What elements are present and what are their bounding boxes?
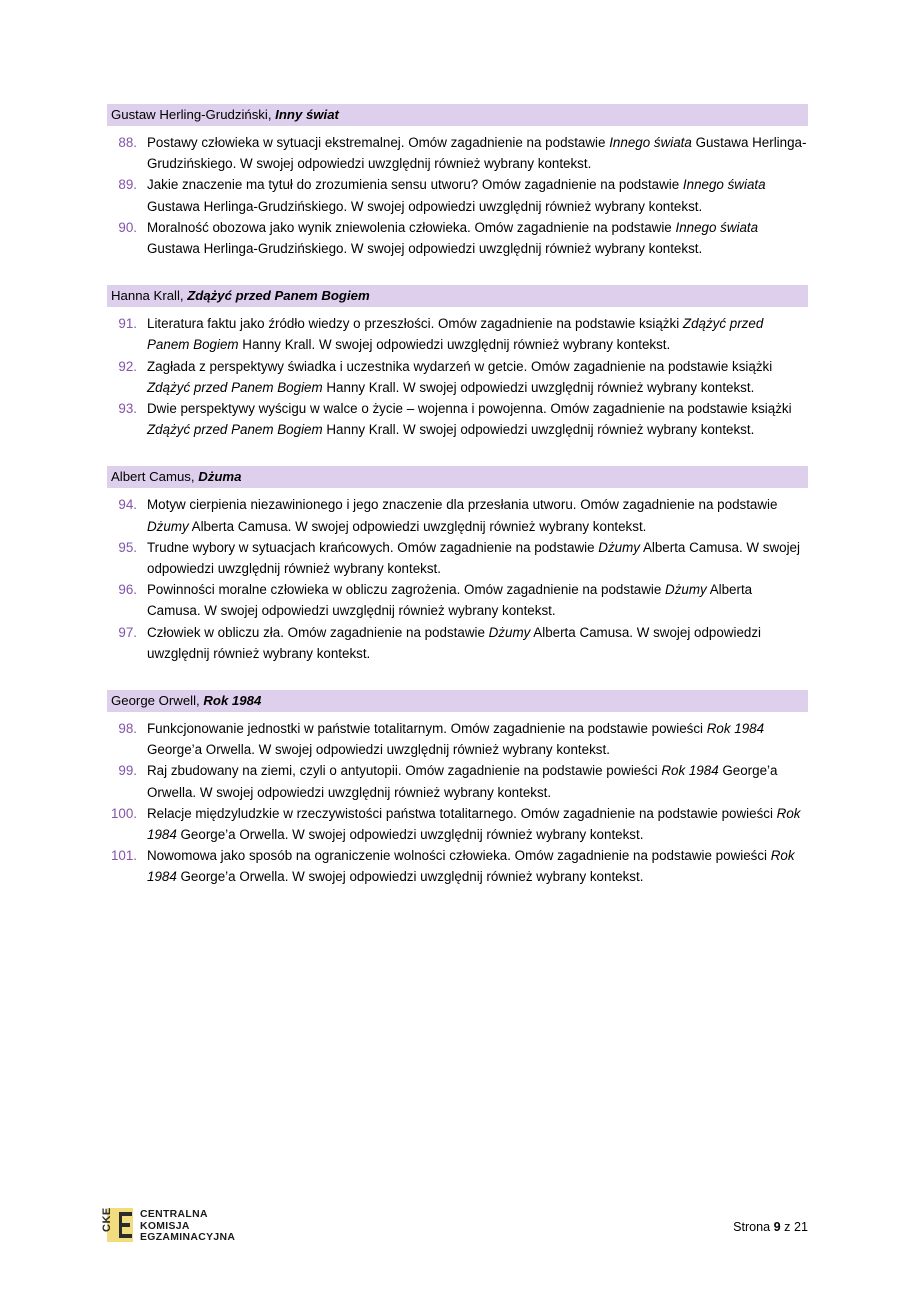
topic-item (107, 494, 808, 536)
page-footer (101, 1207, 808, 1256)
work-title-italic: Innego świata (682, 177, 766, 193)
section-heading-bar (107, 690, 808, 712)
topic-item-text (147, 579, 808, 621)
topic-item-number: 88. (118, 135, 137, 150)
work-title-italic: Rok 1984 (147, 805, 801, 843)
topic-text-run: Hanny Krall. W swojej odpowiedzi uwzględnij również wybrany kontekst. (322, 422, 755, 438)
topic-text-run: Nowomowa jako sposób na ograniczenie wolności człowieka. Omów zagadnienie na podstawie powieści (147, 848, 771, 864)
work-section (107, 466, 808, 664)
topic-text-run: George’a Orwella. W swojej odpowiedzi uwzględnij również wybrany kontekst. (176, 869, 644, 885)
topic-text-run: George’a Orwella. W swojej odpowiedzi uwzględnij również wybrany kontekst. (176, 827, 644, 843)
topic-text-run: Jakie znaczenie ma tytuł do zrozumienia sensu utworu? Omów zagadnienie na podstawie (147, 177, 683, 193)
topic-item-text (147, 132, 808, 174)
topic-item (107, 132, 808, 174)
topic-text-run: Gustawa Herlinga-Grudzińskiego. W swojej odpowiedzi uwzględnij również wybrany kontekst. (147, 241, 703, 257)
work-title-italic: Innego świata (675, 219, 759, 235)
topic-item-number: 95. (118, 539, 137, 555)
topic-item (107, 313, 808, 355)
section-author: George Orwell, (111, 693, 204, 709)
page-number-prefix: Strona (733, 1220, 774, 1234)
cke-logo-mark-icon (101, 1207, 133, 1242)
cke-logo-text-line1: CENTRALNA (140, 1209, 208, 1220)
topic-item-text (147, 760, 808, 802)
topic-item (107, 579, 808, 621)
topic-item (107, 537, 808, 579)
topic-item (107, 718, 808, 760)
topic-item-text (147, 217, 808, 259)
section-heading-bar (107, 285, 808, 307)
topic-item-number: 92. (118, 358, 137, 374)
topic-item-text (147, 718, 808, 760)
section-author: Albert Camus, (111, 469, 199, 485)
section-work-title: Rok 1984 (203, 693, 262, 709)
section-work-title: Dżuma (198, 469, 242, 485)
topic-item-text (147, 313, 808, 355)
topic-item-text (147, 622, 808, 664)
topic-text-run: Alberta Camusa. W swojej odpowiedzi uwzględnij również wybrany kontekst. (147, 624, 762, 661)
topic-item-number: 93. (118, 401, 137, 417)
work-section (107, 104, 808, 259)
cke-logo-e-arm-mid (121, 1223, 130, 1227)
topic-item (107, 622, 808, 664)
topic-text-run: Człowiek w obliczu zła. Omów zagadnienie na podstawie (147, 624, 489, 640)
topic-text-run: Motyw cierpienia niezawinionego i jego znaczenie dla przesłania utworu. Omów zagadnienie na podstawie (147, 497, 778, 513)
section-author: Gustaw Herling-Grudziński, (111, 107, 276, 122)
topic-text-run: George’a Orwella. W swojej odpowiedzi uwzględnij również wybrany kontekst. (147, 763, 778, 800)
work-title-italic: Zdążyć przed Panem Bogiem (147, 316, 764, 353)
topic-item-number: 101. (110, 848, 137, 864)
work-title-italic: Zdążyć przed Panem Bogiem (147, 379, 323, 395)
topic-text-run: Trudne wybory w sytuacjach krańcowych. Omów zagadnienie na podstawie (147, 539, 599, 555)
section-author: Hanna Krall, (111, 288, 188, 304)
work-title-italic: Dżumy (488, 624, 531, 640)
cke-logo-e-arm-bottom (121, 1234, 132, 1238)
work-title-italic: Dżumy (598, 539, 640, 555)
topic-text-run: Alberta Camusa. W swojej odpowiedzi uwzględnij również wybrany kontekst. (188, 518, 647, 534)
topic-text-run: Alberta Camusa. W swojej odpowiedzi uwzględnij również wybrany kontekst. (147, 582, 753, 619)
topic-text-run: Gustawa Herlinga-Grudzińskiego. W swojej odpowiedzi uwzględnij również wybrany kontekst. (147, 135, 807, 172)
section-heading-bar (107, 104, 808, 126)
cke-logo-e-arm-top (121, 1212, 132, 1216)
topic-item-number: 94. (118, 497, 137, 513)
work-title-italic: Zdążyć przed Panem Bogiem (147, 422, 323, 438)
section-work-title: Zdążyć przed Panem Bogiem (187, 288, 370, 304)
topic-text-run: Alberta Camusa. W swojej odpowiedzi uwzględnij również wybrany kontekst. (147, 539, 800, 577)
topic-text-run: George’a Orwella. W swojej odpowiedzi uwzględnij również wybrany kontekst. (147, 742, 610, 758)
work-title-italic: Innego świata (609, 135, 692, 150)
topic-item-number: 98. (118, 721, 137, 737)
topic-item (107, 217, 808, 259)
work-section (107, 690, 808, 888)
topic-text-run: Dwie perspektywy wyścigu w walce o życie – wojenna i powojenna. Omów zagadnienie na podstawie książki (147, 401, 792, 417)
section-work-title: Inny świat (275, 107, 339, 122)
topic-text-run: Hanny Krall. W swojej odpowiedzi uwzględnij również wybrany kontekst. (238, 337, 671, 353)
page-number-middle: z (780, 1220, 794, 1234)
topic-text-run: Postawy człowieka w sytuacji ekstremalnej. Omów zagadnienie na podstawie (147, 135, 610, 150)
topic-item-number: 96. (118, 582, 137, 598)
work-section (107, 285, 808, 440)
work-title-italic: Dżumy (665, 582, 707, 598)
topic-text-run: Gustawa Herlinga-Grudzińskiego. W swojej odpowiedzi uwzględnij również wybrany kontekst. (147, 198, 703, 214)
sections-container (107, 104, 808, 888)
topic-item (107, 174, 808, 216)
topic-item-number: 99. (118, 763, 137, 779)
topic-item-text (147, 803, 808, 845)
topic-text-run: Powinności moralne człowieka w obliczu zagrożenia. Omów zagadnienie na podstawie (147, 582, 666, 598)
cke-logo-text (140, 1208, 235, 1244)
cke-logo (101, 1207, 236, 1244)
topic-item-text (147, 398, 808, 440)
page-number (733, 1220, 808, 1234)
topic-item (107, 803, 808, 845)
topic-item-text (147, 494, 808, 536)
topic-text-run: Raj zbudowany na ziemi, czyli o antyutopii. Omów zagadnienie na podstawie powieści (147, 763, 662, 779)
topic-item-text (147, 537, 808, 579)
work-title-italic: Rok 1984 (147, 848, 795, 885)
cke-logo-text-line2: KOMISJA (140, 1220, 190, 1232)
page-number-total: 21 (793, 1220, 808, 1234)
topic-item (107, 760, 808, 802)
cke-logo-text-line3: EGZAMINACYJNA (140, 1232, 236, 1244)
topic-item-number: 97. (118, 624, 137, 640)
topic-text-run: Hanny Krall. W swojej odpowiedzi uwzględnij również wybrany kontekst. (322, 379, 755, 395)
topic-item-number: 100. (110, 805, 137, 821)
topic-text-run: Funkcjonowanie jednostki w państwie totalitarnym. Omów zagadnienie na podstawie powieści (147, 721, 707, 737)
topic-item (107, 398, 808, 440)
work-title-italic: Dżumy (147, 518, 189, 534)
cke-logo-mark-letters: CKE (101, 1207, 113, 1232)
work-title-italic: Rok 1984 (661, 763, 719, 779)
topic-item-text (147, 356, 808, 398)
page-number-current: 9 (773, 1220, 781, 1234)
topic-item (107, 845, 808, 887)
topic-item-text (147, 174, 808, 216)
topic-text-run: Zagłada z perspektywy świadka i uczestnika wydarzeń w getcie. Omów zagadnienie na podstawie książki (147, 358, 773, 374)
topic-item-number: 89. (118, 177, 137, 193)
work-title-italic: Rok 1984 (706, 721, 765, 737)
section-heading-bar (107, 466, 808, 488)
topic-text-run: Literatura faktu jako źródło wiedzy o przeszłości. Omów zagadnienie na podstawie książki (147, 316, 683, 332)
topic-text-run: Moralność obozowa jako wynik zniewolenia człowieka. Omów zagadnienie na podstawie (147, 219, 676, 235)
topic-item-number: 90. (118, 219, 137, 235)
topic-item-number: 91. (118, 316, 137, 332)
topic-item-text (147, 845, 808, 887)
topic-text-run: Relacje międzyludzkie w rzeczywistości państwa totalitarnego. Omów zagadnienie na podstawie powieści (147, 805, 777, 821)
topic-item (107, 356, 808, 398)
